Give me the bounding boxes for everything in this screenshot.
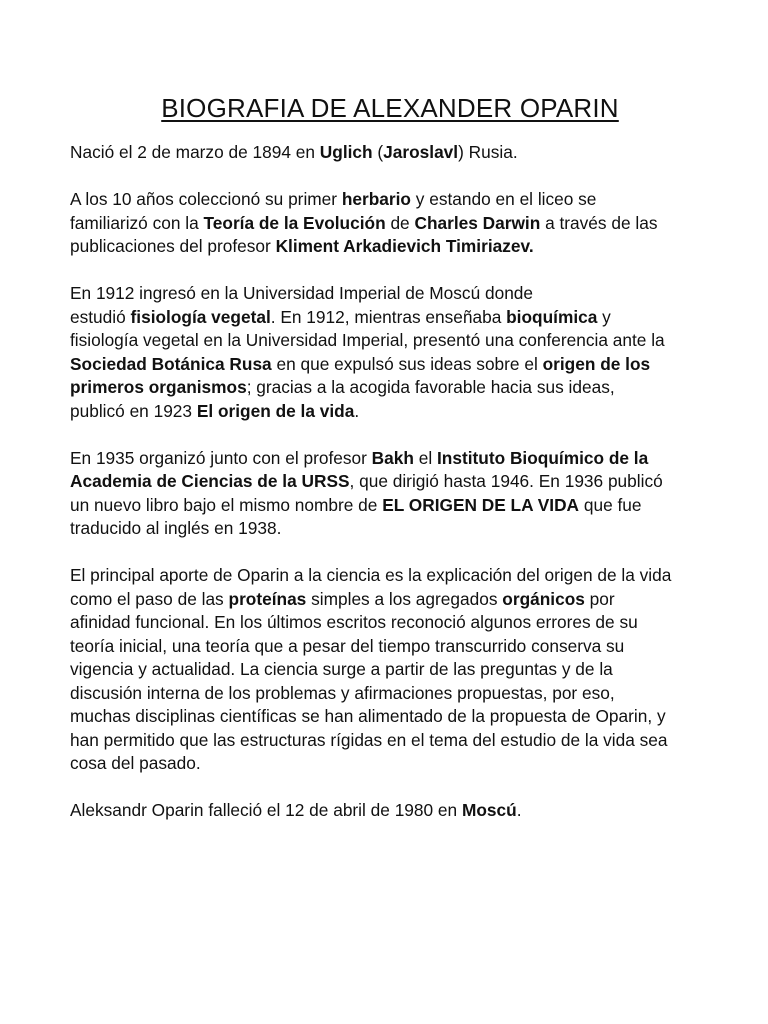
document-page [70, 88, 710, 823]
document-title: BIOGRAFIA DE ALEXANDER OPARIN [161, 93, 619, 123]
paragraph-contribution [70, 564, 710, 776]
text-run: . En 1912, mientras enseñaba [270, 306, 507, 327]
bold-text: Sociedad Botánica Rusa [70, 353, 272, 374]
bold-text: proteínas [228, 588, 307, 609]
text-run: muchas disciplinas científicas se han alimentado de la propuesta de Oparin, y [70, 706, 666, 726]
bold-text: Charles Darwin [414, 212, 541, 233]
text-run: ; gracias a la acogida favorable hacia sus ideas, [246, 377, 615, 397]
paragraph-youth [70, 188, 710, 259]
text-run: que fue [579, 494, 642, 515]
text-run: Nació el 2 de marzo de 1894 en [70, 142, 320, 162]
text-run: familiarizó con la [70, 212, 204, 233]
bold-text: Jaroslavl [383, 142, 459, 162]
text-run: teoría inicial, una teoría que a pesar del tiempo transcurrido conserva su [70, 635, 625, 656]
text-run: simples a los agregados [306, 588, 503, 609]
text-run: el [413, 447, 437, 468]
paragraph-death [70, 799, 710, 823]
bold-text: herbario [341, 189, 411, 209]
text-run: publicaciones del profesor [70, 236, 276, 256]
paragraph-university [70, 282, 710, 423]
bold-text: origen de los [542, 353, 651, 374]
text-run: por [584, 588, 615, 609]
text-run: vigencia y actualidad. La ciencia surge a partir de las preguntas y de la [70, 659, 613, 679]
text-run: . [516, 800, 522, 820]
text-run: , que dirigió hasta 1946. En 1936 publicó [349, 471, 663, 491]
text-run: Aleksandr Oparin falleció el 12 de abril de 1980 en [70, 800, 462, 820]
bold-text: Bakh [371, 447, 414, 468]
bold-text: Teoría de la Evolución [203, 212, 386, 233]
text-run: afinidad funcional. En los últimos escritos reconoció algunos errores de su [70, 612, 638, 632]
text-run: de [385, 212, 415, 233]
text-run: ) Rusia. [458, 142, 518, 162]
bold-text: bioquímica [506, 306, 598, 327]
text-run: . [354, 400, 360, 421]
bold-text: Instituto Bioquímico de la [437, 447, 649, 468]
text-run: y estando en el liceo se [411, 189, 597, 209]
text-run: El principal aporte de Oparin a la ciencia es la explicación del origen de la vida [70, 565, 672, 585]
text-run: un nuevo libro bajo el mismo nombre de [70, 494, 383, 515]
text-run: y [597, 306, 611, 327]
bold-text: fisiología vegetal [130, 306, 271, 327]
text-run: estudió [70, 306, 131, 327]
text-run: traducido al inglés en 1938. [70, 518, 282, 538]
text-run: han permitido que las estructuras rígidas en el tema del estudio de la vida sea [70, 729, 668, 750]
bold-text: Academia de Ciencias de la URSS [70, 471, 350, 491]
text-run: en que expulsó sus ideas sobre el [271, 353, 543, 374]
text-run: A los 10 años coleccionó su primer [70, 189, 342, 209]
text-run: ( [372, 142, 384, 162]
bold-text: Uglich [319, 142, 373, 162]
text-run: discusión interna de los problemas y afirmaciones propuestas, por eso, [70, 682, 615, 703]
bold-text: EL ORIGEN DE LA VIDA [382, 494, 580, 515]
paragraph-institute [70, 447, 710, 541]
paragraph-birth [70, 141, 710, 165]
text-run: publicó en 1923 [70, 400, 197, 421]
bold-text: orgánicos [502, 588, 585, 609]
text-run: como el paso de las [70, 588, 229, 609]
text-run: cosa del pasado. [70, 753, 201, 773]
bold-text: primeros organismos [70, 377, 247, 397]
text-run: En 1912 ingresó en la Universidad Imperial de Moscú donde [70, 283, 534, 303]
bold-text: El origen de la vida [196, 400, 355, 421]
text-run: fisiología vegetal en la Universidad Imperial, presentó una conferencia ante la [70, 330, 665, 350]
text-run: a través de las [540, 212, 658, 233]
bold-text: Kliment Arkadievich Timiriazev. [275, 236, 534, 256]
text-run: En 1935 organizó junto con el profesor [70, 447, 372, 468]
bold-text: Moscú [461, 800, 517, 820]
